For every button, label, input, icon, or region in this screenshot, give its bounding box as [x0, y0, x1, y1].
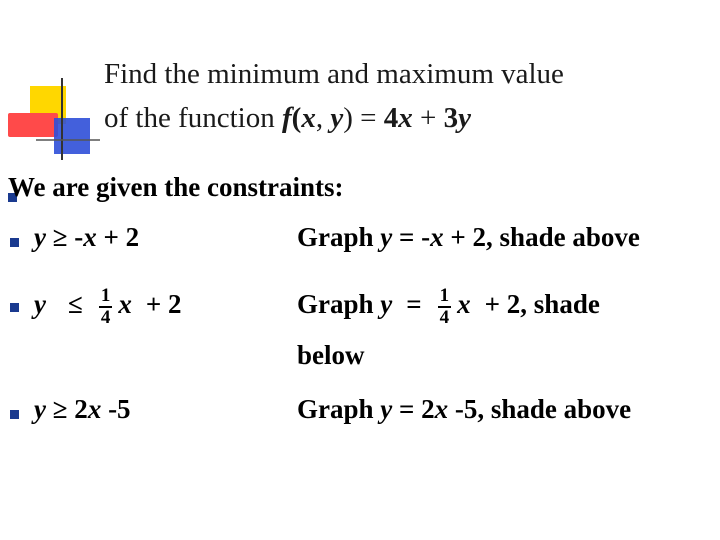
graph-word: Graph: [297, 394, 381, 424]
constraint-2-graph-continuation: below: [297, 340, 365, 370]
decorative-corner-graphic: [0, 0, 110, 170]
var-x: x: [430, 222, 444, 252]
var-x: x: [457, 289, 471, 320]
deco-blue-square: [54, 118, 90, 154]
title-prefix: of the function: [104, 102, 282, 134]
var-x: x: [83, 222, 97, 252]
graph-word: Graph: [297, 222, 381, 252]
paren-close-equals: ) =: [343, 102, 384, 134]
bullet-marker: [10, 303, 19, 312]
fraction-one-quarter: [438, 286, 452, 328]
y-coefficient: 3: [443, 102, 459, 134]
slide-title: [104, 52, 704, 140]
var-y: y: [34, 222, 46, 252]
graph-word: Graph: [297, 289, 381, 320]
var-x: x: [434, 394, 449, 424]
equation-op: =: [406, 289, 422, 320]
fraction-numerator: 1: [100, 285, 111, 306]
constraint-3-graph-instruction: [297, 394, 631, 425]
constraint-1-graph-instruction: [297, 222, 640, 253]
comma: ,: [315, 102, 331, 134]
constraint-2-graph-instruction: [297, 286, 600, 328]
intro-text: We are given the constraints:: [8, 172, 344, 202]
x-variable: x: [301, 102, 316, 134]
var-x: x: [87, 394, 102, 424]
var-y: y: [380, 289, 393, 320]
constraint-1-inequality: [34, 222, 139, 253]
constant: + 2: [145, 289, 182, 320]
var-y: y: [380, 394, 393, 424]
inequality-op: ≤: [67, 289, 83, 320]
y-variable: y: [330, 102, 344, 134]
function-name: f: [281, 102, 292, 134]
y-term: y: [458, 102, 471, 134]
constraint-3-inequality: [34, 394, 131, 425]
var-x: x: [118, 289, 132, 320]
plus-sign: +: [412, 102, 444, 134]
bullet-marker: [10, 410, 19, 419]
shade-direction: + 2, shade above: [443, 222, 640, 252]
deco-red-bar: [8, 113, 58, 137]
fraction-denominator: 4: [439, 307, 450, 328]
x-term: x: [398, 102, 413, 134]
constant: + 2: [96, 222, 140, 252]
inequality-op: ≥ -: [45, 222, 84, 252]
equation-op: = -: [392, 222, 431, 252]
title-line-1: Find the minimum and maximum value: [104, 58, 564, 90]
fraction-one-quarter: [99, 286, 113, 328]
paren-open: (: [291, 102, 302, 134]
equation-op: = 2: [392, 394, 435, 424]
title-line-2: [104, 96, 704, 140]
fraction-numerator: 1: [439, 285, 450, 306]
var-y: y: [380, 222, 393, 252]
var-y: y: [34, 394, 46, 424]
bullet-marker: [10, 238, 19, 247]
shade-direction: + 2, shade: [484, 289, 600, 320]
inequality-op: ≥ 2: [45, 394, 88, 424]
constraint-2-inequality: [34, 286, 181, 328]
shade-direction: -5, shade above: [448, 394, 632, 424]
fraction-denominator: 4: [100, 307, 111, 328]
var-y: y: [34, 289, 46, 320]
x-coefficient: 4: [383, 102, 399, 134]
constant: -5: [101, 394, 131, 424]
